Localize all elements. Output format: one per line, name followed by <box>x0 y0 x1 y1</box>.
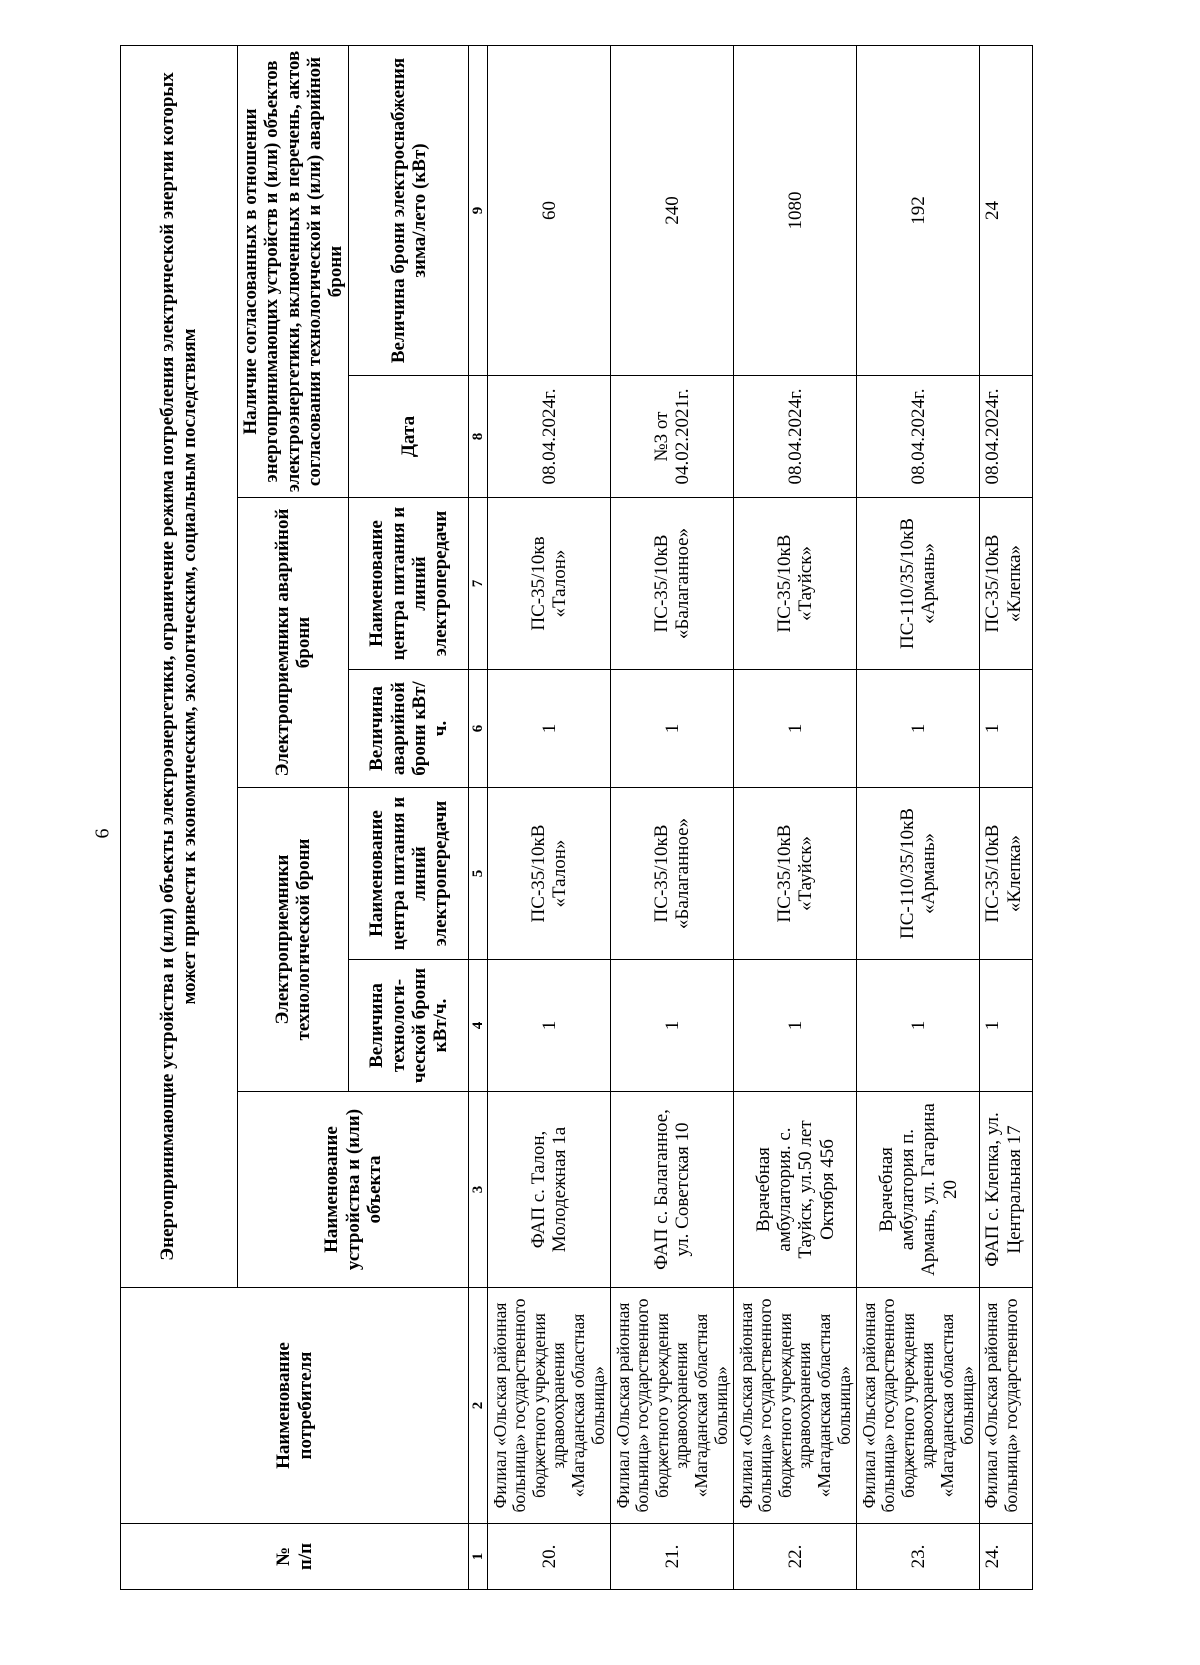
row-consumer: Филиал «Ольская районная больница» государственного бюджетного учреждения здравоохранения «Магаданская областная больница» <box>734 1288 857 1524</box>
row-tech-value: 1 <box>980 960 1033 1092</box>
row-tech-value: 1 <box>488 960 611 1092</box>
row-tech-value: 1 <box>857 960 980 1092</box>
row-num: 24. <box>980 1524 1033 1590</box>
row-date: 08.04.2024г. <box>980 376 1033 498</box>
row-date: 08.04.2024г. <box>734 376 857 498</box>
table-row <box>857 45 980 1589</box>
column-number: 3 <box>469 1092 488 1288</box>
row-num: 22. <box>734 1524 857 1590</box>
header-date: Дата <box>349 376 469 498</box>
table-row <box>980 45 1033 1589</box>
row-tech-value: 1 <box>734 960 857 1092</box>
row-emergency-center: ПС-110/35/10кВ «Армань» <box>857 498 980 670</box>
row-device: ФАП с. Клепка, ул. Центральная 17 <box>980 1092 1033 1288</box>
row-date: 08.04.2024г. <box>488 376 611 498</box>
row-emergency-value: 1 <box>488 670 611 788</box>
row-tech-center: ПС-35/10кВ «Балаганное» <box>611 788 734 960</box>
table-row <box>611 45 734 1589</box>
row-emergency-value: 1 <box>980 670 1033 788</box>
row-reserve: 240 <box>611 45 734 375</box>
rotated-page-content <box>120 50 1130 1590</box>
row-date: №3 от 04.02.2021г. <box>611 376 734 498</box>
row-tech-center: ПС-110/35/10кВ «Армань» <box>857 788 980 960</box>
row-emergency-value: 1 <box>611 670 734 788</box>
row-emergency-center: ПС-35/10кв «Талон» <box>488 498 611 670</box>
row-device: Врачебная амбулатория. с. Тауйск, ул.50 лет Октября 45б <box>734 1092 857 1288</box>
row-consumer: Филиал «Ольская районная больница» государственного бюджетного учреждения здравоохранения «Магаданская областная больница» <box>611 1288 734 1524</box>
column-number: 8 <box>469 376 488 498</box>
column-number: 2 <box>469 1288 488 1524</box>
column-number: 5 <box>469 788 488 960</box>
header-agreed-group: Наличие согласованных в отношении энергопринимающих устройств и (или) объектов электроэнергетики, включенных в перечень, актов согласования технологической и (или) аварийной брони <box>238 45 349 497</box>
row-consumer: Филиал «Ольская районная больница» государственного бюджетного учреждения здравоохранения «Магаданская областная больница» <box>488 1288 611 1524</box>
column-number: 1 <box>469 1524 488 1590</box>
row-emergency-value: 1 <box>734 670 857 788</box>
row-device: ФАП с. Балаганное, ул. Советская 10 <box>611 1092 734 1288</box>
header-device: Наименование устройства и (или) объекта <box>238 1092 469 1288</box>
row-num: 23. <box>857 1524 980 1590</box>
header-tech-value: Величина технологи-ческой брони кВт/ч. <box>349 960 469 1092</box>
header-emergency-center: Наименование центра питания и линий электропередачи <box>349 498 469 670</box>
row-tech-center: ПС-35/10кВ «Талон» <box>488 788 611 960</box>
row-num: 20. <box>488 1524 611 1590</box>
column-number: 4 <box>469 960 488 1092</box>
row-reserve: 1080 <box>734 45 857 375</box>
row-num: 21. <box>611 1524 734 1590</box>
row-tech-center: ПС-35/10кВ «Клепка» <box>980 788 1033 960</box>
header-reserve: Величина брони электроснабжения зима/лето (кВт) <box>349 45 469 375</box>
row-reserve: 192 <box>857 45 980 375</box>
row-emergency-center: ПС-35/10кВ «Балаганное» <box>611 498 734 670</box>
column-number: 7 <box>469 498 488 670</box>
row-emergency-value: 1 <box>857 670 980 788</box>
row-tech-center: ПС-35/10кВ «Тауйск» <box>734 788 857 960</box>
row-consumer: Филиал «Ольская районная больница» государственного <box>980 1288 1033 1524</box>
row-date: 08.04.2024г. <box>857 376 980 498</box>
header-top-group: Энергопринимающие устройства и (или) объекты электроэнергетики, ограничение режима потребления электрической энергии которых может привести к экономическим, экологическим, социальным последствиям <box>121 45 238 1287</box>
header-num: № п/п <box>121 1524 469 1590</box>
header-emergency-value: Величина аварийной брони кВт/ч. <box>349 670 469 788</box>
row-device: Врачебная амбулатория п. Армань, ул. Гагарина 20 <box>857 1092 980 1288</box>
row-emergency-center: ПС-35/10кВ «Клепка» <box>980 498 1033 670</box>
page-number: 6 <box>91 828 114 839</box>
table-row <box>488 45 611 1589</box>
header-tech-center: Наименование центра питания и линий электропередачи <box>349 788 469 960</box>
row-reserve: 60 <box>488 45 611 375</box>
header-tech-group: Электроприемники технологической брони <box>238 788 349 1092</box>
row-consumer: Филиал «Ольская районная больница» государственного бюджетного учреждения здравоохранения «Магаданская областная больница» <box>857 1288 980 1524</box>
table-row <box>734 45 857 1589</box>
row-tech-value: 1 <box>611 960 734 1092</box>
header-emergency-group: Электроприемники аварийной брони <box>238 498 349 788</box>
column-number: 6 <box>469 670 488 788</box>
reserve-table <box>120 45 1033 1590</box>
header-consumer: Наименование потребителя <box>121 1288 469 1524</box>
row-device: ФАП с. Талон, Молодежная 1а <box>488 1092 611 1288</box>
row-reserve: 24 <box>980 45 1033 375</box>
row-emergency-center: ПС-35/10кВ «Тауйск» <box>734 498 857 670</box>
column-number: 9 <box>469 45 488 375</box>
